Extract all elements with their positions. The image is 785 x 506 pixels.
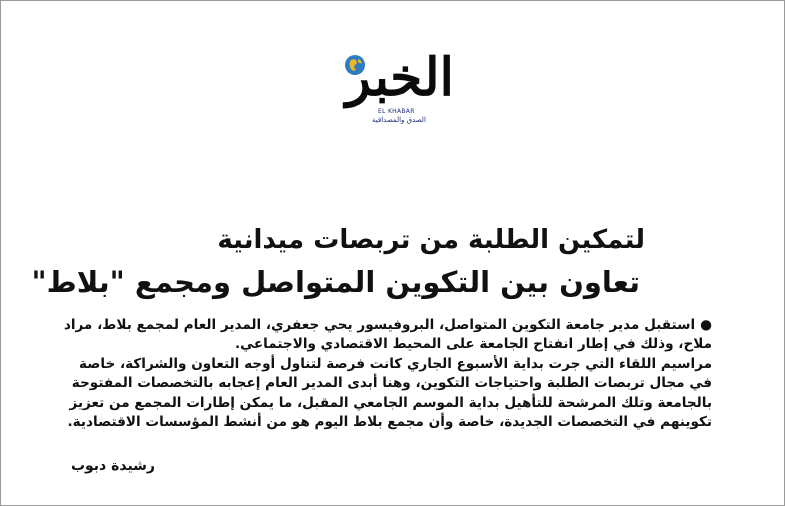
article-body [60,316,712,432]
paragraph-1-text: استقبل مدير جامعة التكوين المتواصل، البروفيسور يحي جعفري، المدير العام لمجمع بلاط، مراد ملاح، وذلك في إطار انفتاح الجامعة على المحيط الاقتصادي والاجتماعي. [63,317,712,353]
headline-main: تعاون بين التكوين المتواصل ومجمع "بلاط" [31,265,640,299]
article-paragraph-2: مراسيم اللقاء التي جرت بداية الأسبوع الجاري كانت فرصة لتناول أوجه التعاون والشراكة، خاصة في مجال تربصات الطلبة واحتياجات التكوين، وهنا أبدى المدير العام إعجابه بالتخصصات المفتوحة بالجامعة وتلك المرشحة للتأهيل بداية الموسم الجامعي المقبل، ما يمكن إطارات المجمع من تعزيز تكوينهم في التخصصات الجديدة، خاصة وأن مجمع بلاط اليوم هو من أنشط المؤسسات الاقتصادية. [67,355,712,431]
article-author: رشيدة دبوب [70,458,155,474]
bullet-icon: ● [700,317,712,333]
masthead-title: الخبر [345,47,454,108]
headline-kicker: لتمكين الطلبة من تربصات ميدانية [217,225,645,255]
newspaper-masthead [330,48,460,128]
masthead-latin: EL KHABAR [378,108,415,115]
masthead-tagline: الصدق والمصداقية [372,116,426,124]
article-paragraph-1 [60,316,712,355]
